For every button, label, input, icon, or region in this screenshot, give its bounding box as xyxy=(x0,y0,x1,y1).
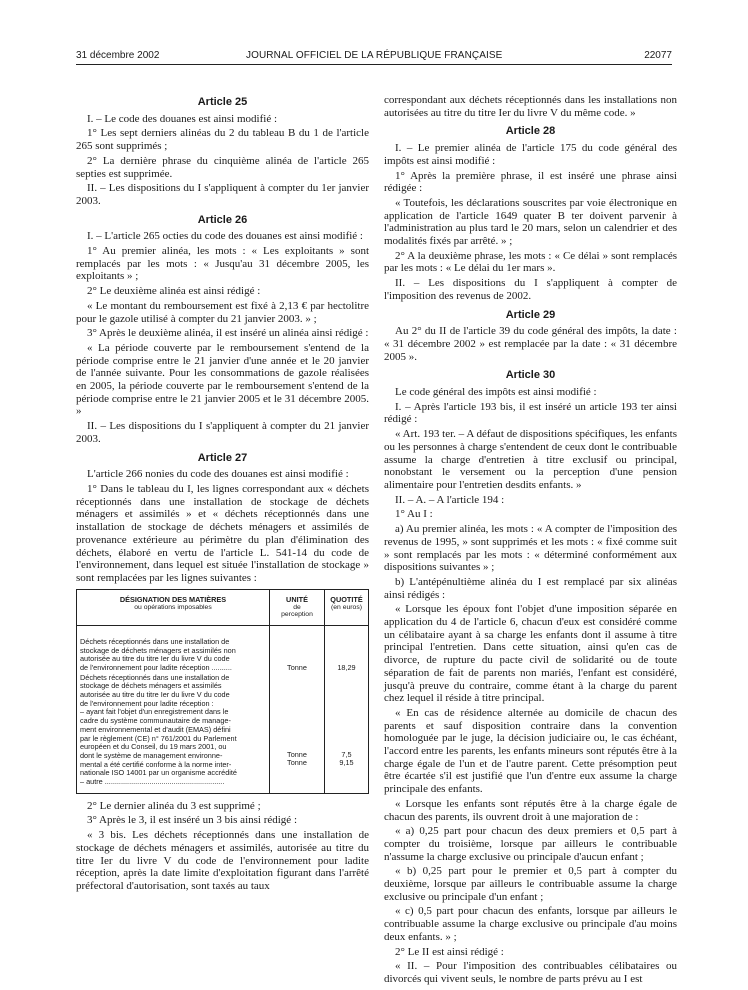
value-cell xyxy=(325,625,369,793)
article-heading: Article 28 xyxy=(505,125,556,138)
paragraph: Le code général des impôts est ainsi modifié : xyxy=(395,386,597,399)
tax-table xyxy=(76,589,369,794)
header-date: 31 décembre 2002 xyxy=(76,50,160,61)
paragraph: « Art. 193 ter. – A défaut de dispositions spécifiques, les enfants ou les personnes à charge s'entendent de ceux dont le contribuable assume la charge d'entretien à titre exclusif ou principal, nonobstant le versement ou la perception d'une pension alimentaire pour l'entretien desdits enfants. » xyxy=(384,428,677,491)
paragraph: 1° Après la première phrase, il est inséré une phrase ainsi rédigée : xyxy=(384,169,677,195)
paragraph: I. – Le code des douanes est ainsi modifié : xyxy=(87,112,278,125)
designation-line: – autre ........................................................... xyxy=(80,777,225,787)
paragraph: « Lorsque les enfants sont réputés être à la charge égale de chacun des parents, ils ouvrent droit à une majoration de : xyxy=(384,797,677,823)
header-page-number: 22077 xyxy=(644,50,672,61)
right-column-body xyxy=(384,94,677,986)
paragraph: « II. – Pour l'imposition des contribuables célibataires ou divorcés qui vivent seuls, le nombre de parts prévu au I est xyxy=(384,960,677,985)
paragraph: II. – A. – A l'article 194 : xyxy=(395,493,505,506)
article-heading: Article 25 xyxy=(197,96,248,108)
article-heading: Article 30 xyxy=(505,369,556,382)
paragraph: 2° A la deuxième phrase, les mots : « Ce délai » sont remplacés par les mots : « Le délai du 1er mars ». xyxy=(384,249,677,275)
paragraph: b) L'antépénultième alinéa du I est remplacé par six alinéas ainsi rédigés : xyxy=(384,575,677,601)
designation-line: cadre du système communautaire de manage- xyxy=(80,716,231,726)
designation-line: européen et du Conseil, du 19 mars 2001, ou xyxy=(80,742,227,752)
paragraph: « Lorsque les époux font l'objet d'une imposition séparée en application du 4 de l'article 6, chacun d'eux est considéré comme un célibataire ayant à sa charge les enfants dont il assume à titre principal l'entretien. Dans cette situation, ainsi qu'en cas de divorce, de rupture du pacte civil de solidarité ou de toute séparation de fait de parents non mariés, l'enfant est considéré, jusqu'à preuve du contraire, comme étant à la charge du parent chez lequel il réside à titre principal. xyxy=(384,603,677,705)
paragraph: 1° Au premier alinéa, les mots : « Les exploitants » sont remplacés par les mots : « Jusqu'au 31 décembre 2005, les exploitants » ; xyxy=(76,245,369,283)
paragraph: « 3 bis. Les déchets réceptionnés dans une installation de stockage de déchets ménagers et assimilés, autorisée au titre du titre Ier du livre V du code de l'environnement pour ladite réception, après la date limite d'exploitation figurant dans l'arrêté préfectoral d'autorisation, sont taxés au taux xyxy=(76,829,369,892)
paragraph: 2° La dernière phrase du cinquième alinéa de l'article 265 septies est supprimée. xyxy=(76,154,369,180)
unit-row-3: Tonne xyxy=(287,758,307,768)
designation-row-3 xyxy=(80,778,266,787)
header-designation: DÉSIGNATION DES MATIÈRES ou opérations imposables xyxy=(77,589,270,625)
header-rule xyxy=(76,64,672,65)
designation-line: de l'environnement pour ladite réception .......... xyxy=(80,662,232,672)
paragraph: 1° Au I : xyxy=(395,508,433,521)
unit-row-1: Tonne xyxy=(287,662,307,672)
paragraph: I. – Après l'article 193 bis, il est inséré un article 193 ter ainsi rédigé : xyxy=(384,400,677,426)
designation-line: Déchets réceptionnés dans une installation de xyxy=(80,636,230,646)
designation-row-1 xyxy=(80,638,266,673)
right-column xyxy=(384,94,677,988)
left-column-body xyxy=(76,96,369,585)
unit-cell xyxy=(270,625,325,793)
paragraph: I. – Le premier alinéa de l'article 175 du code général des impôts est ainsi modifié : xyxy=(384,142,677,167)
designation-line: par le règlement (CE) n° 761/2001 du Parlement xyxy=(80,733,237,743)
paragraph: « b) 0,25 part pour le premier et 0,5 part à compter du deuxième, lorsque par ailleurs le contribuable assume la charge exclusive ou principale d'un enfant ; xyxy=(384,865,677,903)
paragraph: I. – L'article 265 octies du code des douanes est ainsi modifié : xyxy=(87,230,363,243)
designation-line: de l'environnement pour ladite réception : xyxy=(80,698,214,708)
left-column xyxy=(76,96,369,895)
paragraph: « Le montant du remboursement est fixé à 2,13 € par hectolitre pour le gazole utilisé à compter du 21 janvier 2003. » ; xyxy=(76,299,369,325)
designation-line: – ayant fait l'objet d'un enregistrement dans le xyxy=(80,707,229,717)
designation-line: mental a été certifié conforme à la norme inter- xyxy=(80,759,232,769)
article-heading: Article 29 xyxy=(505,308,556,321)
designation-line: dont le système de management environne- xyxy=(80,750,223,760)
paragraph: « Toutefois, les déclarations souscrites par voie électronique en application de l'article 1649 quater B ter doivent parvenir à l'administration au plus tard le 20 mars, selon un calendrier et des modalités fixés par arrêté. » ; xyxy=(384,196,677,248)
paragraph: a) Au premier alinéa, les mots : « A compter de l'imposition des revenus de 1995, » sont supprimés et les mots : « fixé comme suit » sont remplacés par les mots : « déterminé conformément aux dispositions suivantes » ; xyxy=(384,523,677,574)
paragraph: II. – Les dispositions du I s'appliquent à compter du 21 janvier 2003. xyxy=(76,420,369,445)
unit-row-2: Tonne xyxy=(287,749,307,759)
designation-line: autorisée au titre du titre Ier du livre V du code xyxy=(80,690,230,700)
paragraph: « En cas de résidence alternée au domicile de chacun des parents et sauf disposition contraire dans la convention homologuée par le juge, la décision judiciaire ou, le cas échéant, l'accord entre les parents, les enfants mineurs sont réputés être à la charge égale de l'un et de l'autre parent. Cette présomption peut être écartée s'il est justifié que l'un d'entre eux assume la charge principale des enfants. xyxy=(384,706,677,796)
paragraph: L'article 266 nonies du code des douanes est ainsi modifié : xyxy=(87,468,349,481)
table-header-row xyxy=(77,589,369,625)
header-quotite: QUOTITÉ (en euros) xyxy=(325,589,369,625)
designation-line: autorisée au titre du titre Ier du livre V du code xyxy=(80,654,230,664)
article-heading: Article 26 xyxy=(197,213,248,226)
value-row-1: 18,29 xyxy=(337,662,356,672)
paragraph: Au 2° du II de l'article 39 du code général des impôts, la date : « 31 décembre 2002 » est remplacée par la date : « 31 décembre 2005 ». xyxy=(384,325,677,363)
paragraph: 2° Le dernier alinéa du 3 est supprimé ; xyxy=(87,799,261,812)
paragraph: II. – Les dispositions du I s'appliquent à compter de l'imposition des revenus de 2002. xyxy=(384,277,677,302)
designation-line: Déchets réceptionnés dans une installation de xyxy=(80,672,230,682)
left-column-after-table xyxy=(76,800,369,893)
paragraph: 2° Le deuxième alinéa est ainsi rédigé : xyxy=(87,285,261,298)
paragraph: 3° Après le deuxième alinéa, il est inséré un alinéa ainsi rédigé : xyxy=(87,327,369,340)
paragraph: II. – Les dispositions du I s'appliquent à compter du 1er janvier 2003. xyxy=(76,182,369,207)
designation-cell xyxy=(77,625,270,793)
paragraph: 3° Après le 3, il est inséré un 3 bis ainsi rédigé : xyxy=(87,814,297,827)
paragraph: 1° Dans le tableau du I, les lignes correspondant aux « déchets réceptionnés dans une installation de stockage de déchets ménagers et assimilés » et « déchets réceptionnés dans une installation de stockage de déchets ménagers et assimilés de provenance extérieure au périmètre du plan d'élimination des déchets, élaboré en vertu de l'article L. 541-14 du code de l'environnement, dans lequel est située l'installation de stockage » sont remplacées par les lignes suivantes : xyxy=(76,482,369,584)
paragraph: 1° Les sept derniers alinéas du 2 du tableau B du 1 de l'article 265 sont supprimés ; xyxy=(76,127,369,153)
paragraph: correspondant aux déchets réceptionnés dans les installations non autorisées au titre du titre Ier du livre V du même code. » xyxy=(384,94,677,119)
table-body-row xyxy=(77,625,369,793)
article-heading: Article 27 xyxy=(197,451,248,464)
designation-line: ment environnemental et d'audit (EMAS) défini xyxy=(80,724,231,734)
designation-line: stockage de déchets ménagers et assimilés xyxy=(80,681,222,691)
designation-line: nationale ISO 14001 par un organisme accrédité xyxy=(80,768,237,778)
paragraph: « c) 0,5 part pour chacun des enfants, lorsque par ailleurs le contribuable assume la charge exclusive ou principale d'au moins deux enfants. » ; xyxy=(384,905,677,943)
designation-row-2 xyxy=(80,674,266,778)
paragraph: 2° Le II est ainsi rédigé : xyxy=(395,945,504,958)
designation-line: stockage de déchets ménagers et assimilés non xyxy=(80,645,236,655)
paragraph: « a) 0,25 part pour chacun des deux premiers et 0,5 part à compter du troisième, lorsque par ailleurs le contribuable n'assume la charge exclusive ou principale d'aucun enfant ; xyxy=(384,825,677,863)
value-row-3: 9,15 xyxy=(339,758,354,768)
header-title: JOURNAL OFFICIEL DE LA RÉPUBLIQUE FRANÇAISE xyxy=(246,50,503,61)
paragraph: « La période couverte par le remboursement s'entend de la période comprise entre le 21 janvier d'une année et le 20 janvier de l'année suivante. Pour les consommations de gazole réalisées en 2005, la période couverte par le remboursement s'entend de la période comprise entre le 21 janvier 2005 et le 31 décembre 2005. » xyxy=(76,341,369,418)
header-unit: UNITÉ de perception xyxy=(270,589,325,625)
value-row-2: 7,5 xyxy=(341,749,352,759)
